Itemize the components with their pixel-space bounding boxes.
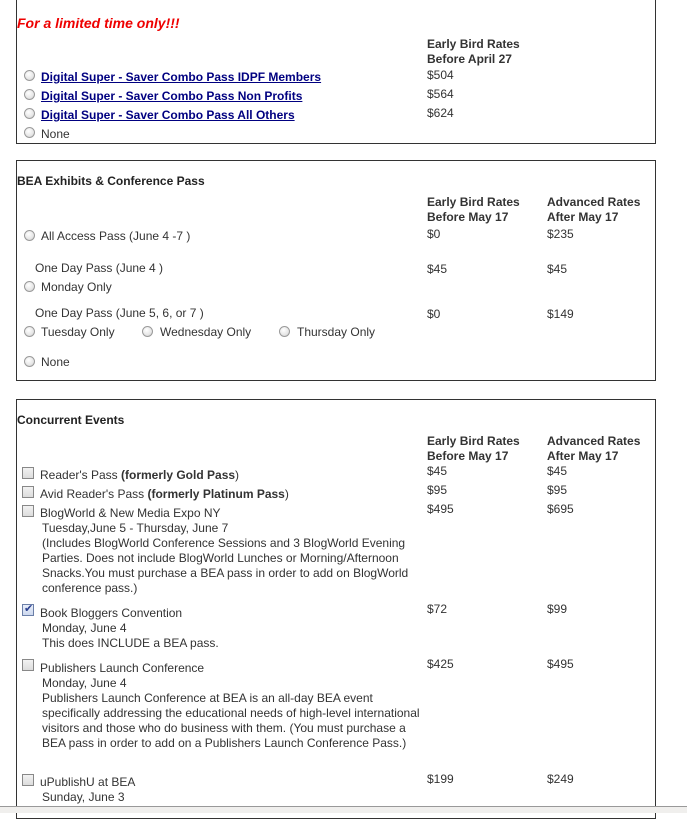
checkbox-blogworld[interactable]	[22, 505, 34, 517]
radio-tuesday-only[interactable]	[24, 326, 35, 337]
label-promo-none: None	[41, 127, 70, 141]
price-publishers-launch-early: $425	[427, 657, 454, 671]
price-book-bloggers-advanced: $99	[547, 602, 568, 616]
promo-text: For a limited time only!!!	[17, 15, 180, 31]
radio-all-others[interactable]	[24, 108, 35, 119]
radio-monday-only[interactable]	[24, 281, 35, 292]
price-monday-early: $45	[427, 262, 448, 276]
early-bird-header-line2: Before April 27	[427, 52, 512, 66]
early-bird-header	[427, 37, 520, 67]
price-avid-advanced: $95	[547, 483, 568, 497]
radio-idpf-members[interactable]	[24, 70, 35, 81]
link-non-profits[interactable]: Digital Super - Saver Combo Pass Non Profits	[41, 89, 303, 103]
one-day-monday-heading: One Day Pass (June 4 )	[35, 261, 164, 275]
avid-readers-pass-name: Avid Reader's Pass	[40, 487, 148, 501]
radio-thursday-only[interactable]	[279, 326, 290, 337]
upublishu-date: Sunday, June 3	[42, 790, 125, 804]
price-avid-early: $95	[427, 483, 448, 497]
blogworld-description: (Includes BlogWorld Conference Sessions and 3 BlogWorld Evening Parties. Does not include BlogWorld Lunches or Morning/Afternoon Snacks.You must purchase a BEA pass in order to add on BlogWorld conference pass.)	[42, 536, 409, 595]
checkbox-publishers-launch[interactable]	[22, 659, 34, 671]
label-readers-pass	[40, 468, 239, 482]
label-blogworld: BlogWorld & New Media Expo NY	[40, 506, 221, 520]
price-other-day-advanced: $149	[547, 307, 574, 321]
book-bloggers-note: This does INCLUDE a BEA pass.	[42, 636, 219, 650]
bea-early-header-line2: Before May 17	[427, 210, 509, 224]
readers-pass-former: (formerly Gold Pass	[121, 468, 236, 482]
early-bird-header-line1: Early Bird Rates	[427, 37, 520, 51]
price-upublishu-early: $199	[427, 772, 454, 786]
publishers-launch-description: Publishers Launch Conference at BEA is an all-day BEA event specifically addressing the educational needs of high-level international visitors and those who do business with them. (You must purchase a BEA pass in order to add on a Publishers Launch Conference Pass.)	[42, 691, 420, 750]
events-early-header-line2: Before May 17	[427, 449, 509, 463]
price-publishers-launch-advanced: $495	[547, 657, 574, 671]
events-advanced-header	[547, 434, 640, 464]
bea-advanced-header-line1: Advanced Rates	[547, 195, 641, 209]
bea-early-header-line1: Early Bird Rates	[427, 195, 520, 209]
label-monday-only: Monday Only	[41, 280, 112, 294]
price-monday-advanced: $45	[547, 262, 568, 276]
label-avid-readers-pass	[40, 487, 289, 501]
publishers-launch-date: Monday, June 4	[42, 676, 127, 690]
checkbox-readers-pass[interactable]	[22, 467, 34, 479]
one-day-other-heading: One Day Pass (June 5, 6, or 7 )	[35, 306, 204, 320]
readers-pass-paren: )	[235, 468, 240, 482]
link-idpf-members[interactable]: Digital Super - Saver Combo Pass IDPF Members	[41, 70, 322, 84]
label-thursday-only: Thursday Only	[297, 325, 376, 339]
radio-promo-none[interactable]	[24, 127, 35, 138]
price-idpf-members: $504	[427, 68, 454, 82]
avid-readers-pass-paren: )	[284, 487, 289, 501]
label-upublishu: uPublishU at BEA	[40, 775, 136, 789]
events-early-header-line1: Early Bird Rates	[427, 434, 520, 448]
concurrent-events-section	[16, 399, 656, 819]
checkbox-book-bloggers[interactable]	[22, 604, 34, 616]
price-all-access-early: $0	[427, 227, 441, 241]
label-book-bloggers: Book Bloggers Convention	[40, 606, 183, 620]
bea-advanced-header-line2: After May 17	[547, 210, 619, 224]
radio-all-access[interactable]	[24, 230, 35, 241]
label-wednesday-only: Wednesday Only	[160, 325, 252, 339]
events-advanced-header-line1: Advanced Rates	[547, 434, 641, 448]
promo-section	[16, 0, 656, 144]
radio-wednesday-only[interactable]	[142, 326, 153, 337]
bea-advanced-header	[547, 195, 640, 225]
price-blogworld-early: $495	[427, 502, 454, 516]
price-blogworld-advanced: $695	[547, 502, 574, 516]
link-all-others[interactable]: Digital Super - Saver Combo Pass All Others	[41, 108, 295, 122]
blogworld-dates: Tuesday,June 5 - Thursday, June 7	[42, 521, 229, 535]
book-bloggers-date: Monday, June 4	[42, 621, 127, 635]
readers-pass-name: Reader's Pass	[40, 468, 121, 482]
label-all-access: All Access Pass (June 4 -7 )	[41, 229, 191, 243]
price-readers-early: $45	[427, 464, 448, 478]
price-non-profits: $564	[427, 87, 454, 101]
checkbox-upublishu[interactable]	[22, 774, 34, 786]
bea-section-title: BEA Exhibits & Conference Pass	[17, 174, 205, 188]
avid-readers-pass-former: (formerly Platinum Pass	[147, 487, 285, 501]
label-publishers-launch: Publishers Launch Conference	[40, 661, 205, 675]
bea-pass-section	[16, 160, 656, 381]
radio-bea-none[interactable]	[24, 356, 35, 367]
price-all-others: $624	[427, 106, 454, 120]
price-book-bloggers-early: $72	[427, 602, 448, 616]
events-advanced-header-line2: After May 17	[547, 449, 619, 463]
price-readers-advanced: $45	[547, 464, 568, 478]
label-bea-none: None	[41, 355, 70, 369]
price-other-day-early: $0	[427, 307, 441, 321]
events-early-header	[427, 434, 520, 464]
label-tuesday-only: Tuesday Only	[41, 325, 115, 339]
price-all-access-advanced: $235	[547, 227, 574, 241]
bea-early-header	[427, 195, 520, 225]
price-upublishu-advanced: $249	[547, 772, 574, 786]
checkbox-avid-readers-pass[interactable]	[22, 486, 34, 498]
events-section-title: Concurrent Events	[17, 413, 125, 427]
radio-non-profits[interactable]	[24, 89, 35, 100]
